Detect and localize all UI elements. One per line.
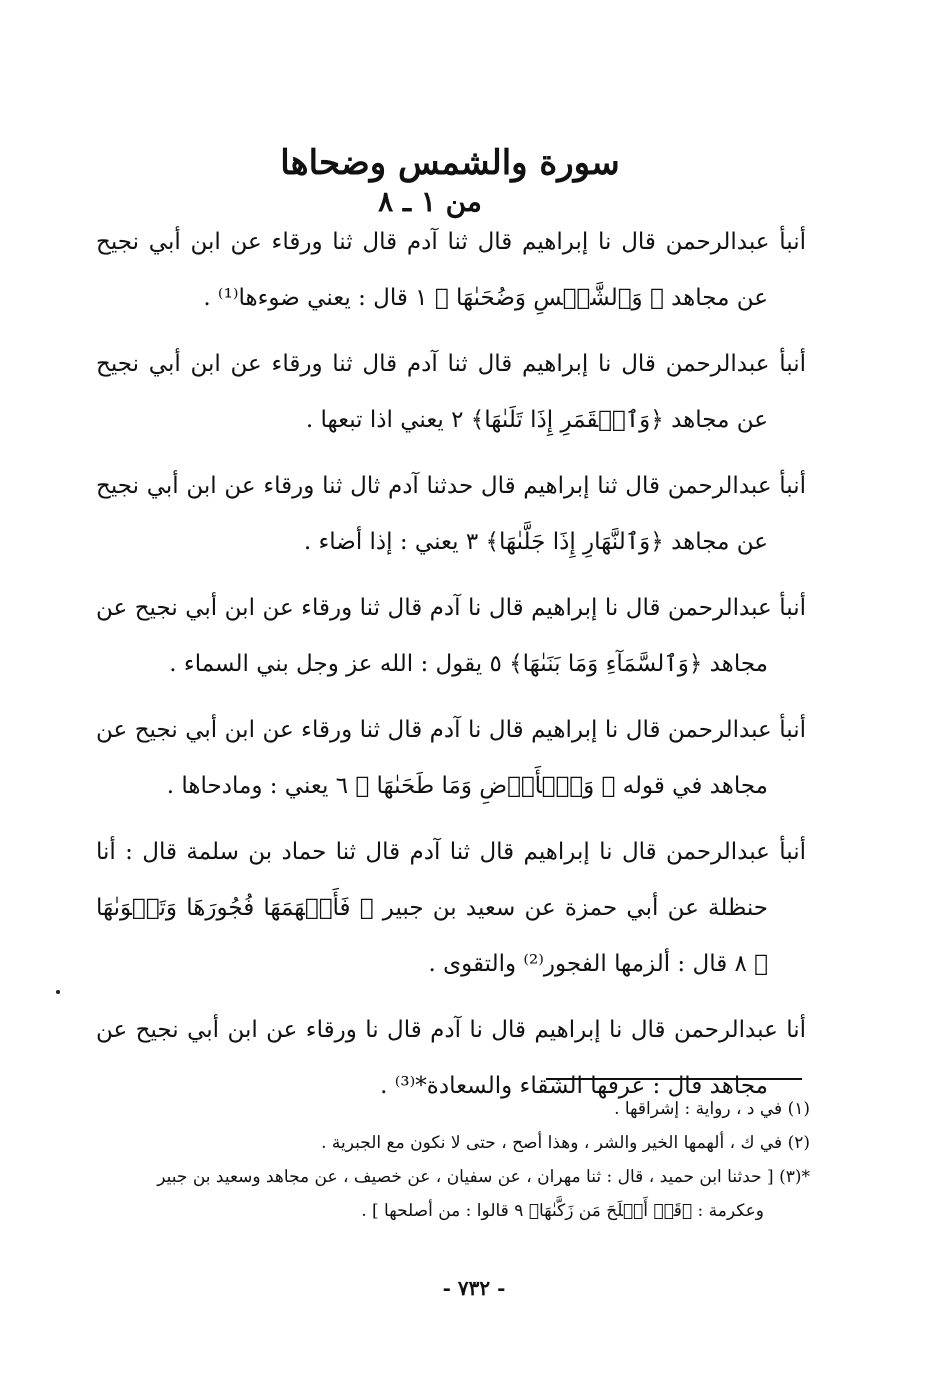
paragraph: أنبأ عبدالرحمن قال نا إبراهيم قال ثنا آدم قال ثنا ورقاء عن ابن أبي نجيح عن مجاهد ﴿ وَٱلشَّمۡسِ وَضُحَىٰهَا ﴾ ١ قال : يعني ضوءها⁽¹⁾ . [96, 229, 806, 311]
paragraph: أنبأ عبدالرحمن قال نا إبراهيم قال ثنا آدم قال ثنا حماد بن سلمة قال : أنا حنظلة عن أبي حمزة عن سعيد بن جبير ﴿ فَأَلۡهَمَهَا فُجُورَهَا وَتَقۡوَىٰهَا ﴾ ٨ قال : ألزمها الفجور⁽²⁾ والتقوى . [96, 839, 806, 977]
body-text [96, 214, 806, 1124]
footnotes [110, 1092, 810, 1228]
footnote-2: (٢) في ك ، ألهمها الخير والشر ، وهذا أصح ، حتى لا نكون مع الجبرية . [321, 1133, 810, 1153]
paragraph: أنا عبدالرحمن قال نا إبراهيم قال نا آدم قال نا ورقاء عن ابن أبي نجيح عن مجاهد قال : عرفها الشقاء والسعادة*⁽³⁾ . [96, 1017, 806, 1099]
footnote-divider [546, 1078, 802, 1080]
surah-title: سورة والشمس وضحاها [280, 143, 620, 183]
paragraph: أنبأ عبدالرحمن قال ثنا إبراهيم قال حدثنا آدم ثال ثنا ورقاء عن ابن أبي نجيح عن مجاهد ﴿وَٱلنَّهَارِ إِذَا جَلَّىٰهَا﴾ ٣ يعني : إذا أضاء . [96, 473, 806, 555]
footnote-3-continuation: وعكرمة : ﴿قَدۡ أَفۡلَحَ مَن زَكَّىٰهَا﴾ ٩ قالوا : من أصلحها ] . [361, 1201, 764, 1221]
paragraph: أنبأ عبدالرحمن قال نا إبراهيم قال ثنا آدم قال ثنا ورقاء عن ابن أبي نجيح عن مجاهد ﴿وَٱلۡقَمَرِ إِذَا تَلَىٰهَا﴾ ٢ يعني اذا تبعها . [96, 351, 806, 433]
page-number: - ٧٣٢ - [442, 1276, 506, 1300]
scan-speck [56, 990, 60, 994]
footnote-1: (١) في د ، رواية : إشراقها . [614, 1099, 810, 1119]
verse-range: من ١ ـ ٨ [378, 185, 482, 218]
paragraph: أنبأ عبدالرحمن قال نا إبراهيم قال نا آدم قال ثنا ورقاء عن ابن أبي نجيح عن مجاهد في قوله ﴿ وَٱلۡأَرۡضِ وَمَا طَحَىٰهَا ﴾ ٦ يعني : ومادحاها . [96, 717, 806, 799]
footnote-3: *(٣) [ حدثنا ابن حميد ، قال : ثنا مهران ، عن سفيان ، عن خصيف ، عن مجاهد وسعيد بن جبير [157, 1167, 810, 1187]
paragraph: أنبأ عبدالرحمن قال نا إبراهيم قال نا آدم قال ثنا ورقاء عن ابن أبي نجيح عن مجاهد ﴿وَٱلسَّمَآءِ وَمَا بَنَىٰهَا﴾ ٥ يقول : الله عز وجل بني السماء . [96, 595, 806, 677]
